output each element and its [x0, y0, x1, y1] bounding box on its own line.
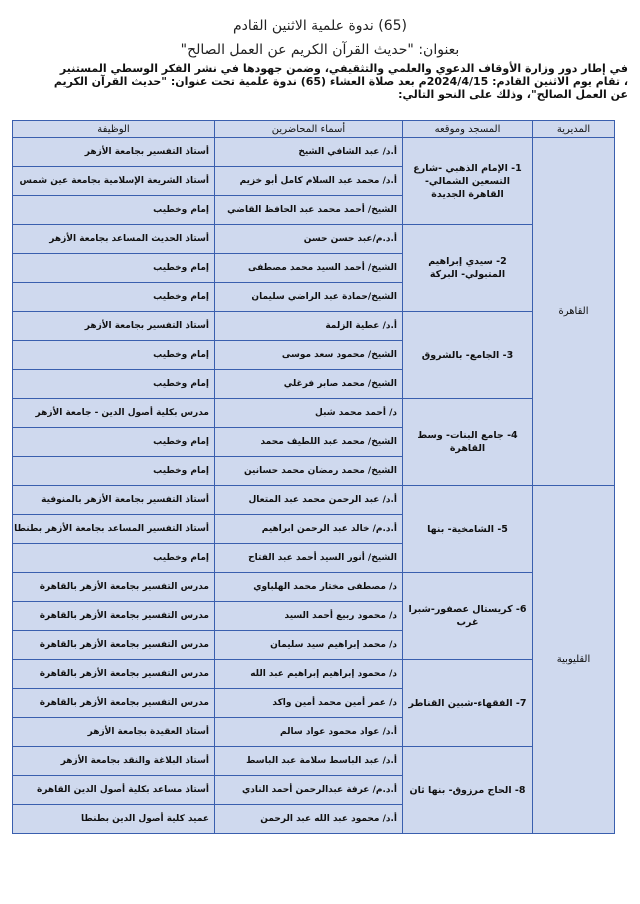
lecturer-name: د/ أحمد محمد شبل — [215, 399, 403, 428]
table-row — [13, 225, 615, 254]
lecturer-job: أستاذ التفسير بجامعة الأزهر — [13, 312, 215, 341]
page-title: (65) ندوة علمية الاثنين القادم — [233, 18, 407, 34]
lecturer-job: أستاذ مساعد بكلية أصول الدين القاهرة — [13, 776, 215, 805]
lecturer-name: أ.د.م/ خالد عبد الرحمن ابراهيم — [215, 515, 403, 544]
lecturer-name: أ.د/ عبد الرحمن محمد عبد المتعال — [215, 486, 403, 515]
table-row — [13, 486, 615, 515]
lecturer-name: الشيخ/ محمد عبد اللطيف محمد — [215, 428, 403, 457]
table-header-row — [13, 121, 615, 138]
table-row — [13, 399, 615, 428]
lecturer-name: الشيخ/ محمد صابر فرغلي — [215, 370, 403, 399]
lecturer-name: أ.د/ محمود عبد الله عبد الرحمن — [215, 805, 403, 834]
lecturer-job: أستاذ التفسير بجامعة الأزهر — [13, 138, 215, 167]
lecturer-name: أ.د/ عواد محمود عواد سالم — [215, 718, 403, 747]
intro-paragraph — [12, 62, 628, 101]
header-mosque: المسجد وموقعه — [403, 121, 533, 138]
lecturer-job: إمام وخطيب — [13, 428, 215, 457]
lecturer-job: أستاذ التفسير المساعد بجامعة الأزهر بطنطا — [13, 515, 215, 544]
lecturer-name: الشيخ/ أحمد السيد محمد مصطفى — [215, 254, 403, 283]
header-job: الوظيفة — [13, 121, 215, 138]
intro-line: ، تقام يوم الاثنين القادم: 2024/4/15م بعد صلاة العشاء (65) ندوة علمية تحت عنوان: "حديث القرآن الكريم — [53, 75, 628, 88]
lecturer-job: أستاذ الشريعة الإسلامية بجامعة عين شمس — [13, 167, 215, 196]
lecturer-name: أ.د/ عبد الشافي الشيخ — [215, 138, 403, 167]
table-row — [13, 312, 615, 341]
mosque-cell: 2- سيدي إبراهيم المتبولي- البركة — [403, 225, 533, 312]
lecturer-job: إمام وخطيب — [13, 544, 215, 573]
lecturer-name: د/ محمود إبراهيم إبراهيم عبد الله — [215, 660, 403, 689]
lecturer-job: أستاذ الحديث المساعد بجامعة الأزهر — [13, 225, 215, 254]
mosque-cell: 8- الحاج مرزوق- بنها ثان — [403, 747, 533, 834]
lecturer-job: إمام وخطيب — [13, 254, 215, 283]
lecturer-job: إمام وخطيب — [13, 370, 215, 399]
mosque-cell: 6- كريستال عصفور-شبرا غرب — [403, 573, 533, 660]
lecturer-name: أ.د/ عبد الباسط سلامة عبد الباسط — [215, 747, 403, 776]
lecturer-job: أستاذ البلاغة والنقد بجامعة الأزهر — [13, 747, 215, 776]
mosque-cell: 7- الفقهاء-شبين القناطر — [403, 660, 533, 747]
governorate-cell: القليوبية — [533, 486, 615, 834]
lecturer-name: أ.د/ محمد عبد السلام كامل أبو خزيم — [215, 167, 403, 196]
lecturer-job: أستاذ التفسير بجامعة الأزهر بالمنوفية — [13, 486, 215, 515]
lecturer-name: الشيخ/حمادة عبد الراضي سليمان — [215, 283, 403, 312]
lecturer-job: مدرس بكلية أصول الدين - جامعة الأزهر — [13, 399, 215, 428]
table-row — [13, 138, 615, 167]
lecturer-job: مدرس التفسير بجامعة الأزهر بالقاهرة — [13, 689, 215, 718]
page-subtitle: بعنوان: "حديث القرآن الكريم عن العمل الصالح" — [180, 42, 460, 58]
lecturer-name: الشيخ/ أنور السيد أحمد عبد الفتاح — [215, 544, 403, 573]
seminar-table — [12, 120, 615, 834]
mosque-cell: 1- الإمام الذهبي -شارع التسعين الشمالي- القاهرة الجديدة — [403, 138, 533, 225]
lecturer-name: أ.د.م/عبد حسن حسن — [215, 225, 403, 254]
header-lecturers: أسماء المحاضرين — [215, 121, 403, 138]
lecturer-job: مدرس التفسير بجامعة الأزهر بالقاهرة — [13, 631, 215, 660]
lecturer-name: د/ محمد إبراهيم سيد سليمان — [215, 631, 403, 660]
table-row — [13, 573, 615, 602]
lecturer-job: إمام وخطيب — [13, 283, 215, 312]
intro-line: عن العمل الصالح"، وذلك على النحو التالي: — [398, 88, 628, 101]
lecturer-name: الشيخ/ أحمد محمد عبد الحافظ القاضي — [215, 196, 403, 225]
lecturer-name: أ.د/ عطية الزلمة — [215, 312, 403, 341]
lecturer-job: مدرس التفسير بجامعة الأزهر بالقاهرة — [13, 602, 215, 631]
governorate-cell: القاهرة — [533, 138, 615, 486]
lecturer-job: إمام وخطيب — [13, 196, 215, 225]
table-row — [13, 660, 615, 689]
lecturer-name: د/ عمر أمين محمد أمين واكد — [215, 689, 403, 718]
header-governorate: المديرية — [533, 121, 615, 138]
mosque-cell: 5- الشامخية- بنها — [403, 486, 533, 573]
lecturer-job: إمام وخطيب — [13, 341, 215, 370]
lecturer-name: د/ محمود ربيع أحمد السيد — [215, 602, 403, 631]
lecturer-job: مدرس التفسير بجامعة الأزهر بالقاهرة — [13, 660, 215, 689]
table-row — [13, 747, 615, 776]
lecturer-job: عميد كلية أصول الدين بطنطا — [13, 805, 215, 834]
mosque-cell: 4- جامع البنات- وسط القاهرة — [403, 399, 533, 486]
lecturer-job: إمام وخطيب — [13, 457, 215, 486]
lecturer-name: د/ مصطفى مختار محمد الهلباوي — [215, 573, 403, 602]
lecturer-job: مدرس التفسير بجامعة الأزهر بالقاهرة — [13, 573, 215, 602]
lecturer-job: أستاذ العقيدة بجامعة الأزهر — [13, 718, 215, 747]
lecturer-name: الشيخ/ محمود سعد موسى — [215, 341, 403, 370]
lecturer-name: الشيخ/ محمد رمضان محمد حسانين — [215, 457, 403, 486]
intro-line: في إطار دور وزارة الأوقاف الدعوي والعلمي والتثقيفي، وضمن جهودها في نشر الفكر الوسطي المستنير — [59, 62, 628, 75]
mosque-cell: 3- الجامع- بالشروق — [403, 312, 533, 399]
lecturer-name: أ.د.م/ عرفة عبدالرحمن أحمد النادي — [215, 776, 403, 805]
